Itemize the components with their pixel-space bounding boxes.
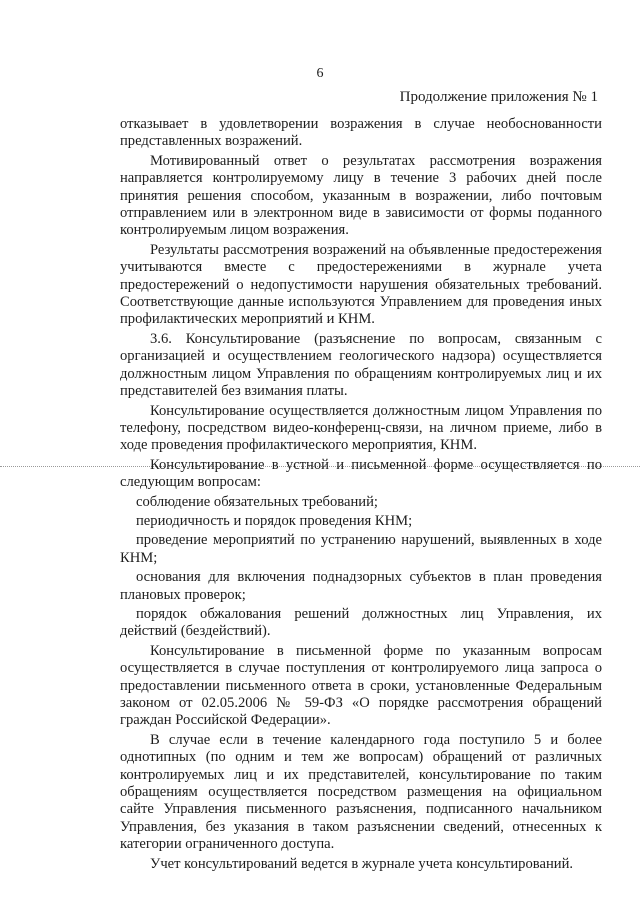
paragraph: Консультирование в письменной форме по указанным вопросам осуществляется в случае поступления от контролируемого лица запроса о предоставлении письменного ответа в сроки, установленные Федеральным законом от 02.05.2006 № 59-ФЗ «О порядке рассмотрения обращений граждан Российской Федерации». [120, 642, 602, 729]
list-item: основания для включения поднадзорных субъектов в план проведения плановых проверок; [120, 569, 602, 603]
document-body [120, 116, 602, 875]
list-item: порядок обжалования решений должностных лиц Управления, их действий (бездействий). [120, 605, 602, 640]
paragraph: отказывает в удовлетворении возражения в случае необоснованности представленных возражений. [120, 116, 602, 150]
paragraph: Результаты рассмотрения возражений на объявленные предостережения учитываются вместе с предостережениями в журнале учета предостережений о недопустимости нарушения обязательных требований. Соответствующие данные используются Управлением для проведения иных профилактических мероприятий и КНМ. [120, 241, 602, 328]
page-number: 6 [316, 66, 324, 81]
paragraph: Консультирование в устной и письменной форме осуществляется по следующим вопросам: [120, 456, 602, 491]
paragraph: Мотивированный ответ о результатах рассмотрения возражения направляется контролируемому лицу в течение 3 рабочих дней после принятия решения способом, указанным в возражении, либо почтовым отправлением или в электронном виде в зависимости от формы поданного контролируемым лицом возражения. [120, 152, 602, 239]
paragraph: В случае если в течение календарного года поступило 5 и более однотипных (по одним и тем же вопросам) обращений от различных контролируемых лиц и их представителей, консультирование по таким обращениям осуществляется посредством размещения на официальном сайте Управления письменного разъяснения, подписанного начальником Управления, без указания в таком разъяснении сведений, отнесенных к категории ограниченного доступа. [120, 731, 602, 853]
list-item: периодичность и порядок проведения КНМ; [136, 512, 413, 529]
paragraph: 3.6. Консультирование (разъяснение по вопросам, связанным с организацией и осуществлением геологического надзора) осуществляется должностным лицом Управления по обращениям контролируемых лиц и их представителей без взимания платы. [120, 330, 602, 400]
paragraph: Консультирование осуществляется должностным лицом Управления по телефону, посредством видео-конференц-связи, на личном приеме, либо в ходе проведения профилактического мероприятия, КНМ. [120, 402, 602, 454]
paragraph: Учет консультирований ведется в журнале учета консультирований. [150, 855, 574, 872]
list-item: проведение мероприятий по устранению нарушений, выявленных в ходе КНМ; [120, 532, 602, 566]
list-item: соблюдение обязательных требований; [136, 493, 378, 510]
appendix-label: Продолжение приложения № 1 [399, 89, 598, 105]
